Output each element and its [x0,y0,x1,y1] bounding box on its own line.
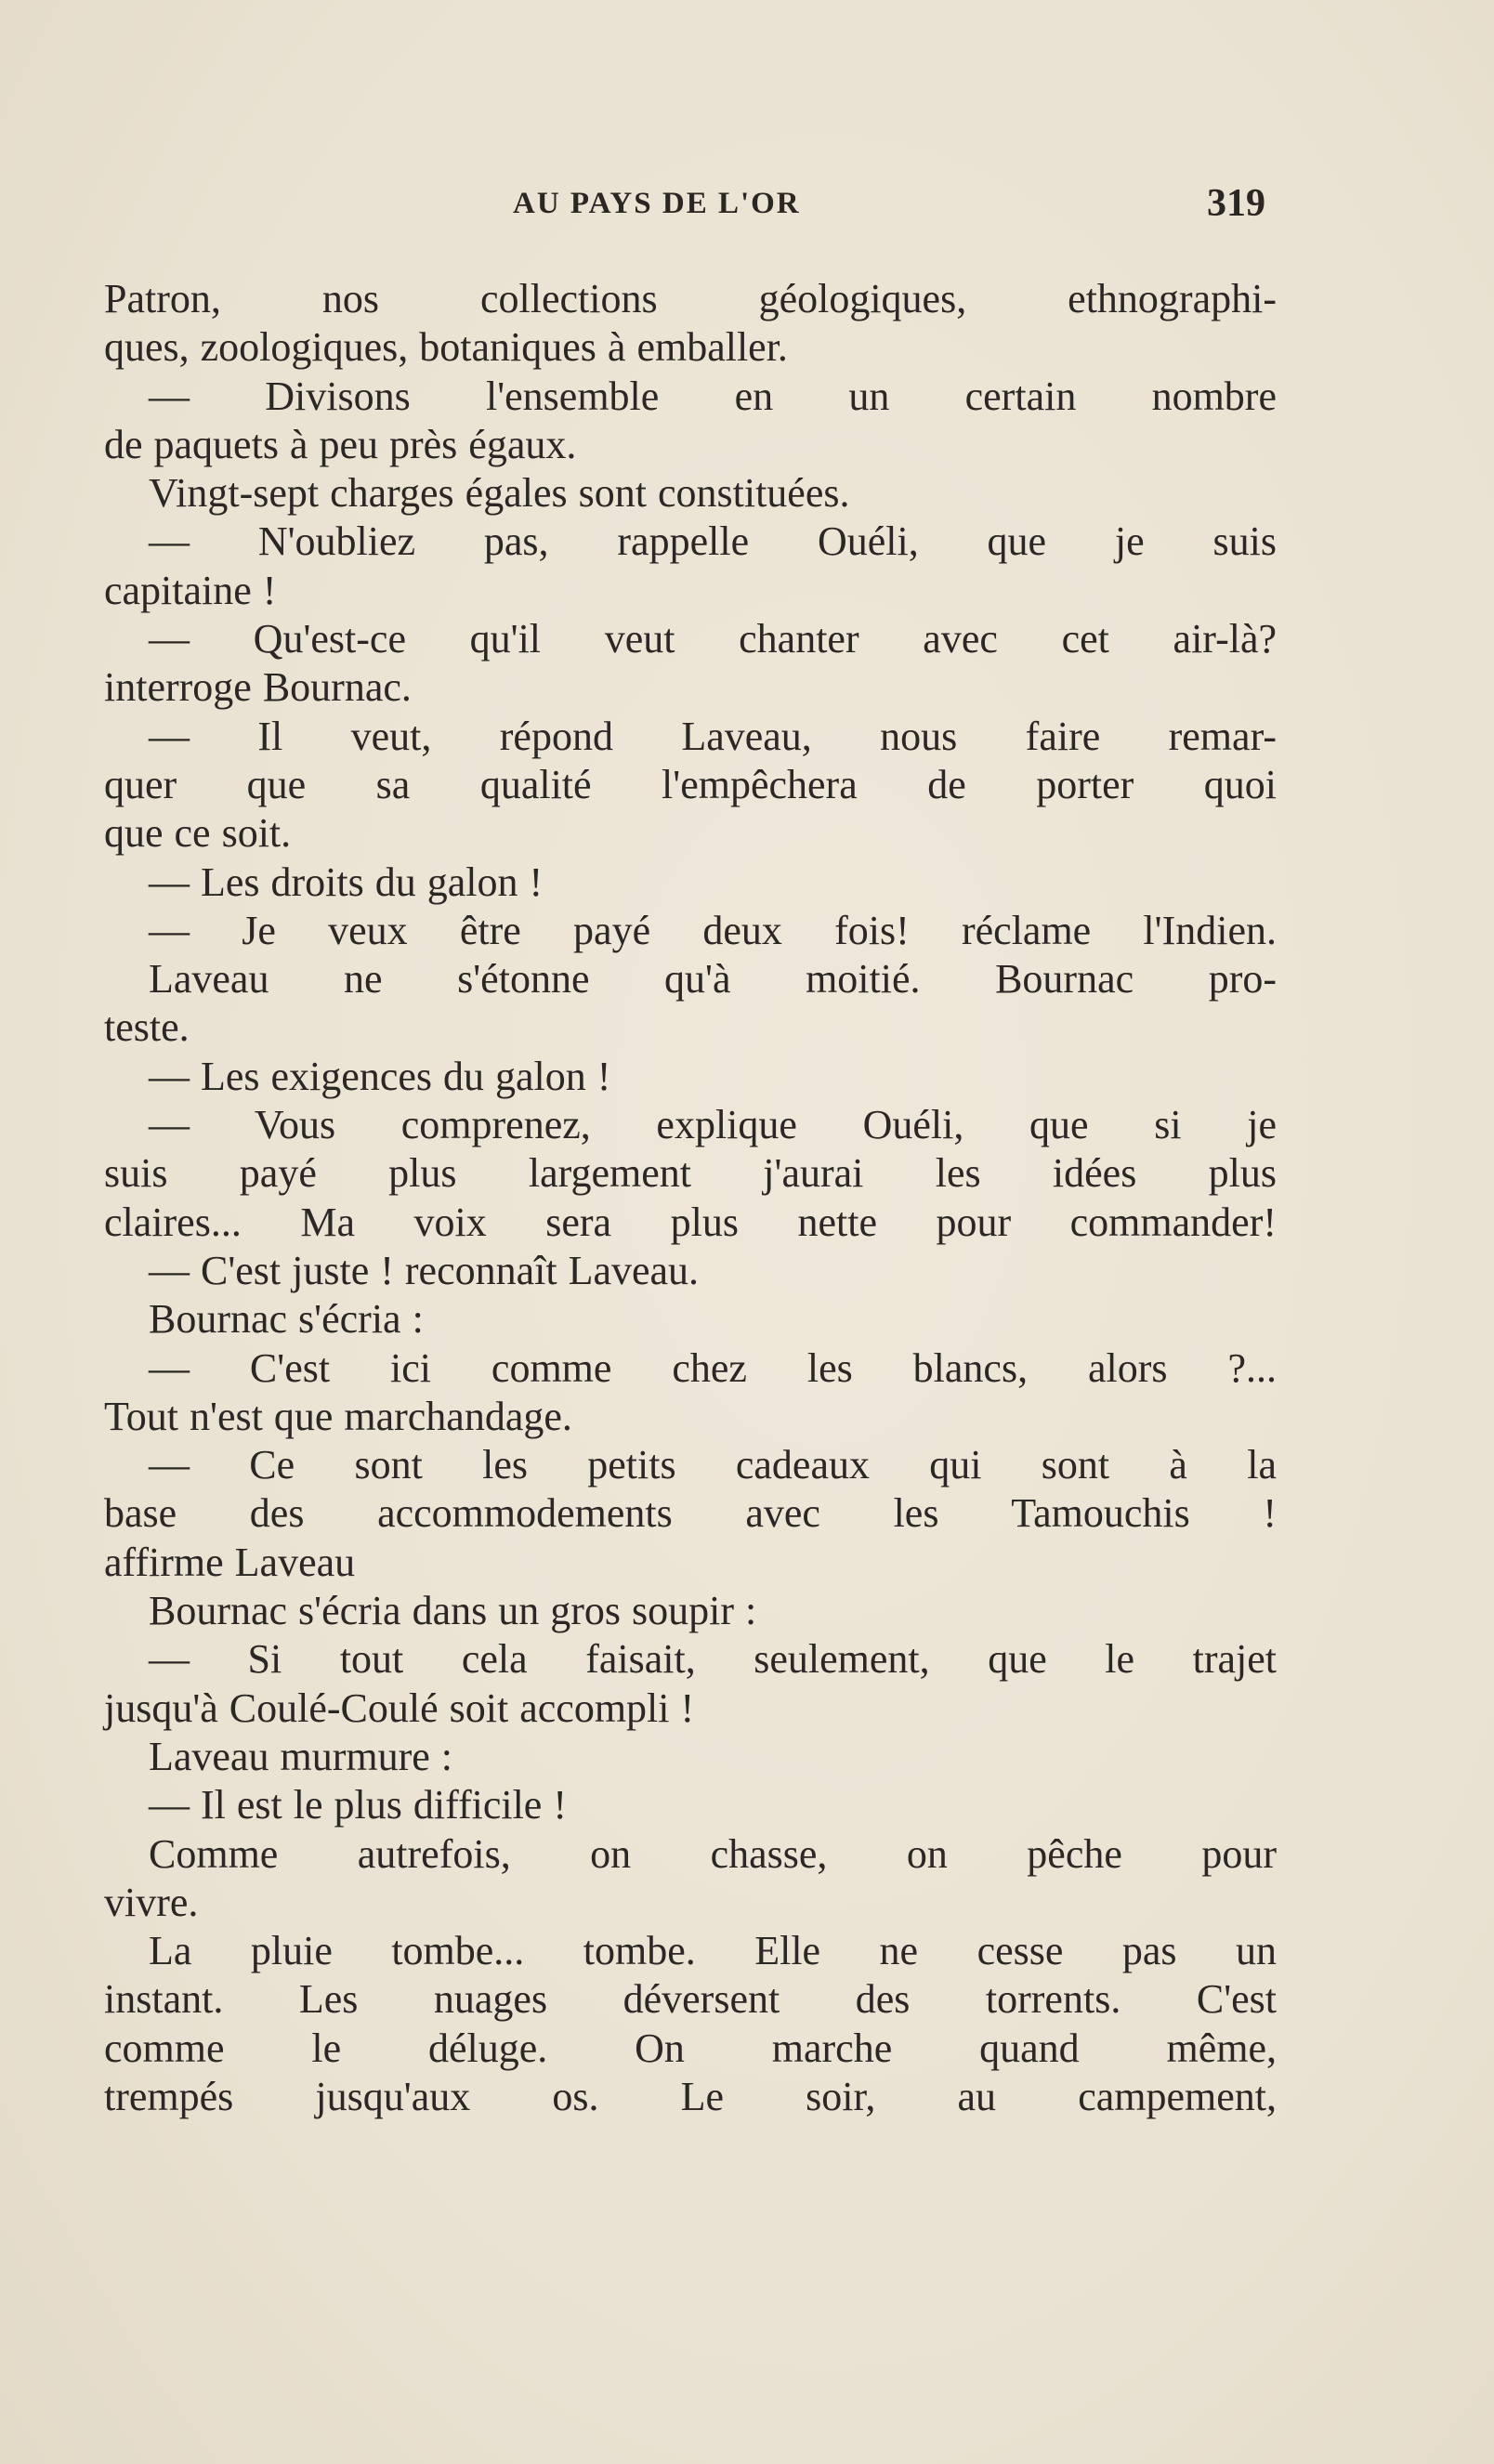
text-line: interroge Bournac. [104,664,412,711]
text-line: que ce soit. [104,810,292,857]
text-line: de paquets à peu près égaux. [104,421,577,467]
text-line: — Vous comprenez, explique Ouéli, que si je [149,1102,1277,1148]
text-line: suis payé plus largement j'aurai les idées plus [104,1150,1277,1197]
text-line: vivre. [104,1879,199,1925]
text-line: — Divisons l'ensemble en un certain nombre [149,373,1277,419]
text-line: — N'oubliez pas, rappelle Ouéli, que je suis [149,518,1277,565]
text-line: Bournac s'écria dans un gros soupir : [149,1588,757,1634]
text-line: affirme Laveau [104,1539,356,1585]
text-line: — Qu'est-ce qu'il veut chanter avec cet air-là? [149,616,1277,662]
text-line: — Il est le plus difficile ! [149,1782,567,1828]
text-line: Tout n'est que marchandage. [104,1393,572,1439]
text-line: Bournac s'écria : [149,1296,424,1343]
text-line: base des accommodements avec les Tamouchis ! [104,1490,1277,1537]
text-line: teste. [104,1004,190,1051]
body-text [104,275,1277,2121]
text-line: — C'est juste ! reconnaît Laveau. [149,1247,700,1293]
text-line: — Ce sont les petits cadeaux qui sont à la [149,1442,1277,1488]
text-line: jusqu'à Coulé-Coulé soit accompli ! [104,1684,695,1731]
running-title: AU PAYS DE L'OR [513,187,801,220]
text-line: comme le déluge. On marche quand même, [104,2025,1277,2071]
text-line: La pluie tombe... tombe. Elle ne cesse pas un [149,1928,1277,1974]
text-line: — Les droits du galon ! [149,858,544,905]
text-line: Vingt-sept charges égales sont constituées. [149,470,850,517]
text-line: quer que sa qualité l'empêchera de porter quoi [104,761,1277,807]
text-line: — Je veux être payé deux fois! réclame l'Indien. [149,907,1277,953]
text-line: — C'est ici comme chez les blancs, alors ?... [149,1344,1277,1391]
text-line: Laveau ne s'étonne qu'à moitié. Bournac pro- [149,956,1277,1003]
text-line: claires... Ma voix sera plus nette pour commander! [104,1199,1277,1245]
text-line: — Si tout cela faisait, seulement, que le trajet [149,1636,1277,1683]
text-line: trempés jusqu'aux os. Le soir, au campement, [104,2073,1277,2119]
text-line: Patron, nos collections géologiques, ethnographi- [104,276,1277,321]
page-header [104,181,1265,237]
text-line: capitaine ! [104,567,277,613]
page-number: 319 [1207,182,1265,225]
text-line: Comme autrefois, on chasse, on pêche pour [149,1830,1277,1877]
text-line: ques, zoologiques, botaniques à emballer. [104,324,788,371]
text-line: — Les exigences du galon ! [149,1053,611,1099]
text-line: Laveau murmure : [149,1733,452,1779]
text-line: — Il veut, répond Laveau, nous faire remar- [149,713,1277,759]
text-line: instant. Les nuages déversent des torrents. C'est [104,1976,1277,2023]
